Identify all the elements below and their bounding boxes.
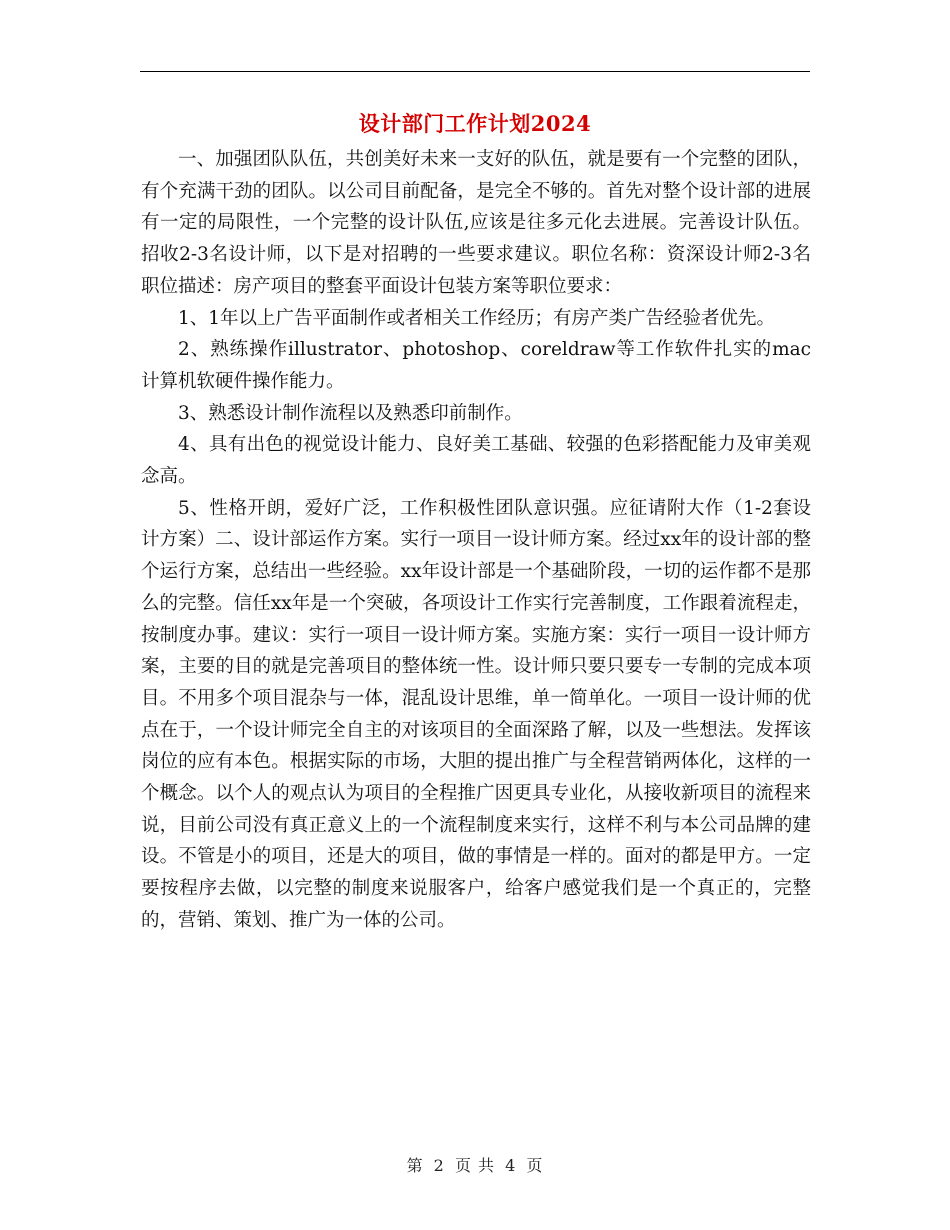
footer-total-pages: 4 <box>505 1156 517 1175</box>
paragraph-requirement-3: 3、熟悉设计制作流程以及熟悉印前制作。 <box>178 402 523 424</box>
page-footer <box>0 1153 950 1176</box>
footer-suffix: 页 <box>526 1156 544 1175</box>
footer-page-number: 2 <box>433 1156 445 1175</box>
paragraph-intro: 一、加强团队队伍，共创美好未来一支好的队伍，就是要有一个完整的团队，有个充满干劲的团队。以公司目前配备，是完全不够的。首先对整个设计部的进展有一定的局限性，一个完整的设计队伍,应该是往多元化去进展。完善设计队伍。招收2-3名设计师，以下是对招聘的一些要求建议。职位名称：资深设计师2-3名职位描述：房产项目的整套平面设计包装方案等职位要求： <box>141 149 811 297</box>
paragraph-requirement-4: 4、具有出色的视觉设计能力、良好美工基础、较强的色彩搭配能力及审美观念高。 <box>141 434 811 488</box>
footer-prefix: 第 <box>406 1156 424 1175</box>
document-title: 设计部门工作计划2024 <box>358 111 592 136</box>
paragraph-requirement-5: 5、性格开朗，爱好广泛，工作积极性团队意识强。应征请附大作（1-2套设计方案）二、设计部运作方案。实行一项目一设计师方案。经过xx年的设计部的整个运行方案，总结出一些经验。xx年设计部是一个基础阶段，一切的运作都不是那么的完整。信任xx年是一个突破，各项设计工作实行完善制度，工作跟着流程走，按制度办事。建议：实行一项目一设计师方案。实施方案：实行一项目一设计师方案，主要的目的就是完善项目的整体统一性。设计师只要只要专一专制的完成本项目。不用多个项目混杂与一体，混乱设计思维，单一简单化。一项目一设计师的优点在于，一个设计师完全自主的对该项目的全面深路了解，以及一些想法。发挥该岗位的应有本色。根据实际的市场，大胆的提出推广与全程营销两体化，这样的一个概念。以个人的观点认为项目的全程推广因更具专业化，从接收新项目的流程来说，目前公司没有真正意义上的一个流程制度来实行，这样不利与本公司品牌的建设。不管是小的项目，还是大的项目，做的事情是一样的。面对的都是甲方。一定要按程序去做，以完整的制度来说服客户，给客户感觉我们是一个真正的，完整的，营销、策划、推广为一体的公司。 <box>141 497 811 931</box>
document-body <box>141 144 811 937</box>
footer-middle: 页 共 <box>454 1156 496 1175</box>
paragraph-requirement-1: 1、1年以上广告平面制作或者相关工作经历；有房产类广告经验者优先。 <box>178 307 776 329</box>
paragraph-requirement-2: 2、熟练操作illustrator、photoshop、coreldraw等工作软件扎实的mac计算机软硬件操作能力。 <box>141 339 811 392</box>
header-rule <box>140 71 810 72</box>
